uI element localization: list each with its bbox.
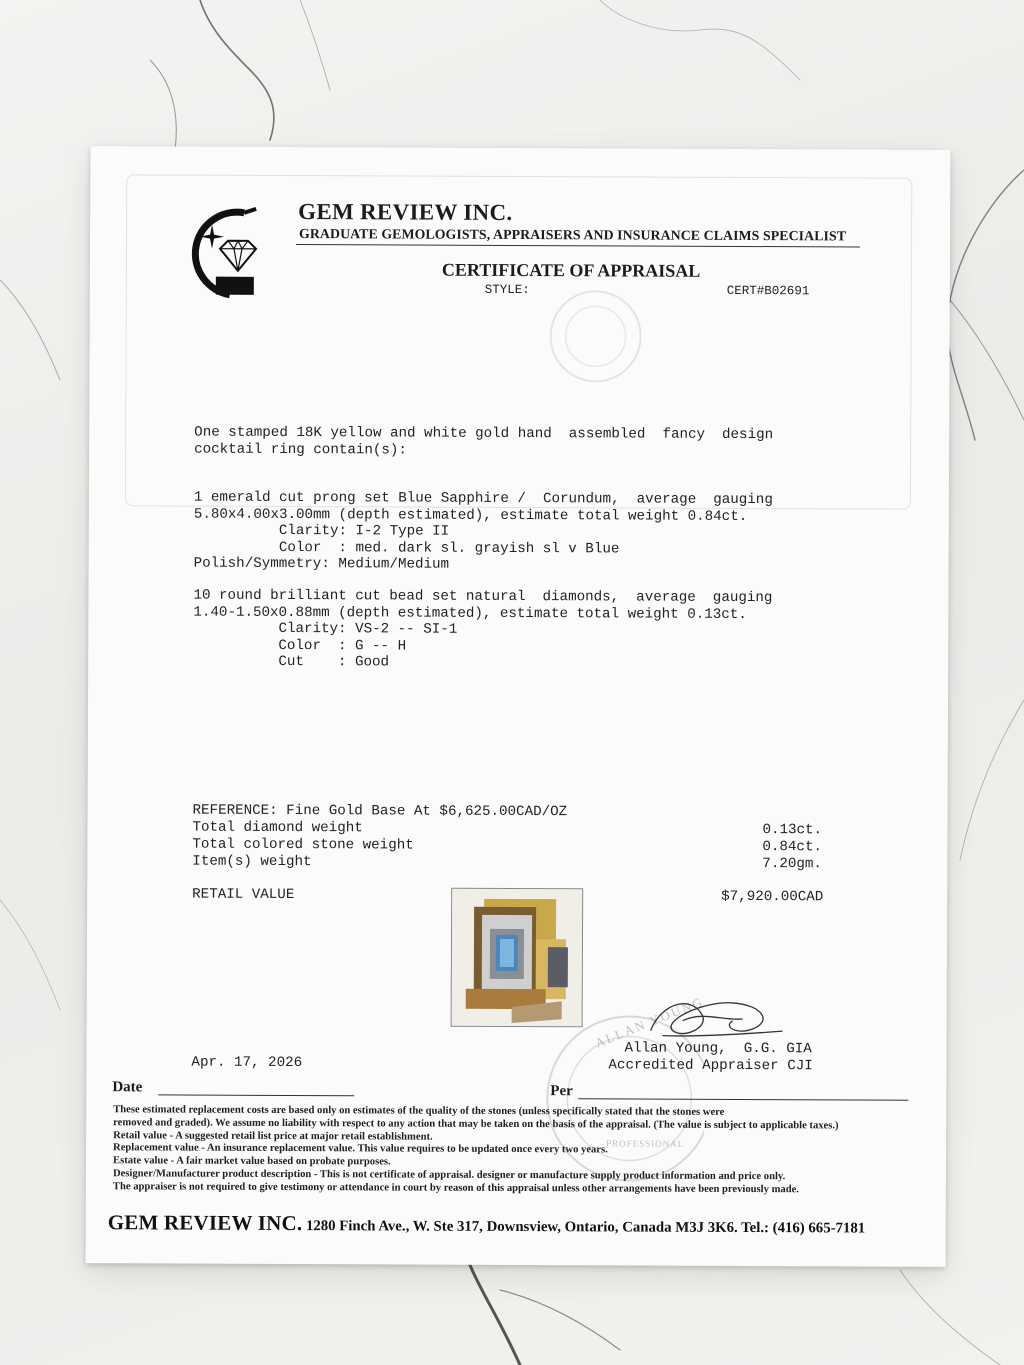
sapphire-line: Polish/Symmetry: Medium/Medium xyxy=(193,555,450,573)
note-line: removed and graded). We assume no liability with respect to any action that may be taken on the basis of the appraisal. (The value is subject to applicable taxes.) xyxy=(113,1117,839,1132)
weight-value: 0.84ct. xyxy=(762,839,823,856)
sapphire-line: Color : med. dark sl. grayish sl v Blue xyxy=(193,539,620,557)
seal-text-top: ALLAN YOUNG xyxy=(592,993,706,1051)
footer-company: GEM REVIEW INC. xyxy=(107,1210,303,1236)
appraisal-certificate xyxy=(86,146,951,1267)
diamond-line: Clarity: VS-2 -- SI-1 xyxy=(193,620,458,638)
appraisal-date: Apr. 17, 2026 xyxy=(191,1054,303,1072)
weight-label: Total colored stone weight xyxy=(192,836,414,854)
note-line: The appraiser is not required to give testimony or attendance in court by reason of this appraisal unless other arrangements have been previously made. xyxy=(112,1181,799,1196)
weight-value: 7.20gm. xyxy=(762,856,822,873)
footer-contact xyxy=(108,1210,866,1238)
diamond-line: Cut : Good xyxy=(193,653,390,671)
weight-label: Item(s) weight xyxy=(192,853,312,871)
diamond-line: 10 round brilliant cut bead set natural diamonds, average gauging xyxy=(193,587,773,607)
note-line: Estate value - A fair market value based on probate purposes. xyxy=(112,1155,391,1168)
sapphire-line: 5.80x4.00x3.00mm (depth estimated), estimate total weight 0.84ct. xyxy=(193,506,748,525)
sapphire-line: Clarity: I-2 Type II xyxy=(193,522,450,540)
seal-text-bottom: PROFESSIONAL xyxy=(606,1138,685,1149)
reference-line: REFERENCE: Fine Gold Base At $6,625.00CAD/OZ xyxy=(192,802,568,821)
note-line: These estimated replacement costs are based only on estimates of the quality of the stones (unless specifically stated that the stones were xyxy=(113,1104,725,1118)
diamond-description xyxy=(193,588,772,673)
sapphire-description xyxy=(194,490,773,575)
gem-logo-icon xyxy=(170,198,262,298)
note-line: Designer/Manufacturer product description - This is not certificate of appraisal. designer or manufacture supply product information and price only. xyxy=(112,1168,786,1183)
note-line: Retail value - A suggested retail list price at major retail establishment. xyxy=(113,1129,433,1143)
appraiser-name: Allan Young, G.G. GIA xyxy=(624,1040,812,1058)
cert-number: CERT#B02691 xyxy=(726,283,810,299)
note-line: Replacement value - An insurance replacement value. This value requires to be updated once every two years. xyxy=(113,1142,608,1156)
per-label: Per xyxy=(550,1083,573,1100)
company-name: GEM REVIEW INC. xyxy=(298,199,513,225)
certificate-title: CERTIFICATE OF APPRAISAL xyxy=(441,259,701,281)
company-tagline: GRADUATE GEMOLOGISTS, APPRAISERS AND INSURANCE CLAIMS SPECIALIST xyxy=(299,226,847,244)
item-description xyxy=(194,425,773,461)
date-label: Date xyxy=(112,1079,143,1096)
disclaimer-notes xyxy=(113,1104,933,1197)
retail-value-amount: $7,920.00CAD xyxy=(721,888,824,906)
description-line: cocktail ring contain(s): xyxy=(194,441,408,459)
diamond-line: Color : G -- H xyxy=(193,637,407,655)
weight-value: 0.13ct. xyxy=(762,822,823,839)
description-line: One stamped 18K yellow and white gold hand assembled fancy design xyxy=(194,424,774,444)
weight-label: Total diamond weight xyxy=(192,819,363,837)
retail-value-label: RETAIL VALUE xyxy=(192,886,295,904)
diamond-line: 1.40-1.50x0.88mm (depth estimated), estimate total weight 0.13ct. xyxy=(193,604,747,623)
footer-address: 1280 Finch Ave., W. Ste 317, Downsview, Ontario, Canada M3J 3K6. Tel.: (416) 665-7181 xyxy=(302,1218,866,1237)
style-label: STYLE: xyxy=(484,282,530,298)
sapphire-line: 1 emerald cut prong set Blue Sapphire / Corundum, average gauging xyxy=(193,489,773,509)
date-line xyxy=(158,1094,354,1096)
appraiser-title: Accredited Appraiser CJI xyxy=(608,1057,813,1075)
watermark-seal xyxy=(525,286,665,387)
